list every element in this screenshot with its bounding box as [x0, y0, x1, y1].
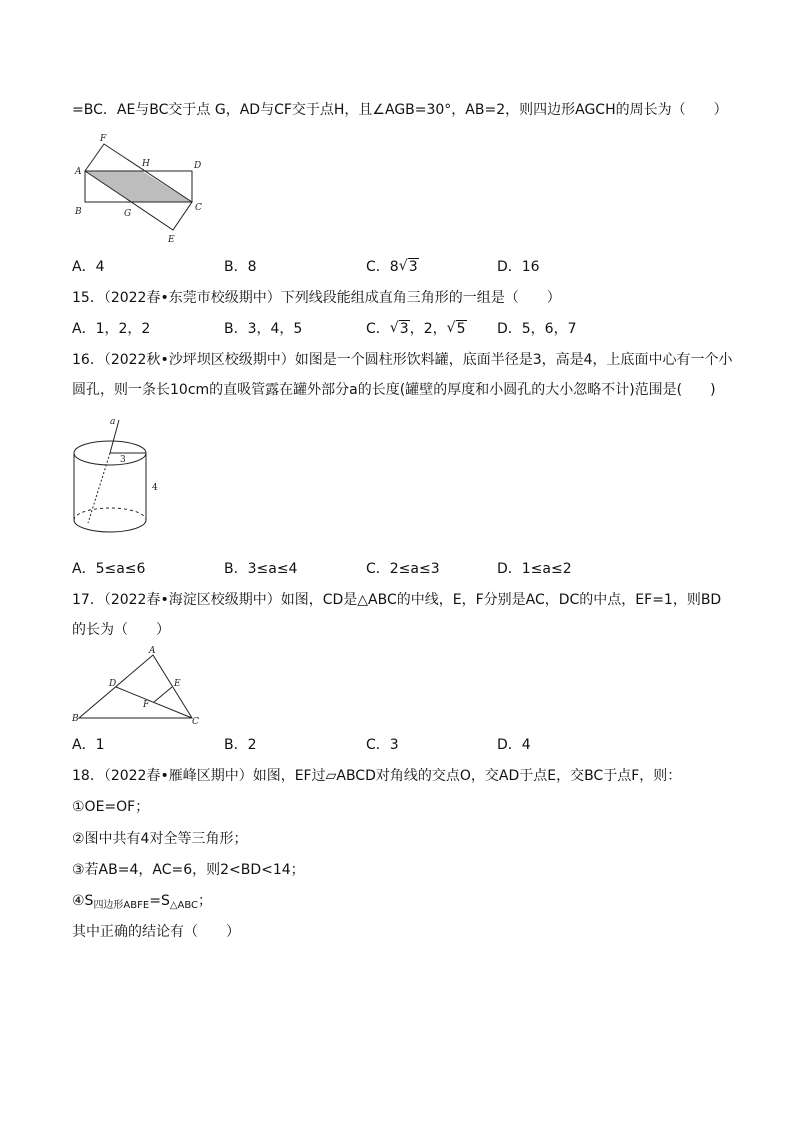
q16-option-c[interactable]: C．2≤a≤3 [366, 561, 440, 577]
q16-option-b[interactable]: B．3≤a≤4 [224, 561, 298, 577]
q14-figure [72, 130, 212, 248]
q14-label-h: H [142, 159, 150, 169]
q18-stem: 18．（2022春•雁峰区期中）如图，EF过▱ABCD对角线的交点O，交AD于点E，交BC于点F，则： [72, 768, 682, 784]
q16-bottom-back-arc [74, 508, 146, 520]
q17-segment-ef [154, 687, 172, 702]
q17-median-cd [116, 687, 192, 718]
q17-label-f: F [143, 700, 150, 710]
q16-stem-line2: 圆孔，则一条长10cm的直吸管露在罐外部分a的长度(罐壁的厚度和小圆孔的大小忽略不计)范围是( ) [72, 382, 716, 398]
q16-option-d[interactable]: D．1≤a≤2 [497, 561, 572, 577]
q17-label-c: C [192, 717, 199, 727]
q15-option-c[interactable]: C．√ 3，2，√ 5 [366, 319, 467, 339]
q14-label-f: F [100, 134, 107, 144]
q17-option-a[interactable]: A．1 [72, 737, 105, 753]
q18-item-2: ②图中共有4对全等三角形； [72, 831, 248, 847]
q16-label-height: 4 [152, 483, 158, 493]
sqrt-symbol: √ 3 [390, 319, 410, 339]
q14-label-e: E [168, 235, 175, 245]
q17-label-a: A [149, 646, 156, 656]
sqrt-symbol: √ 5 [447, 319, 467, 339]
q15-option-d[interactable]: D．5，6，7 [497, 321, 577, 337]
q15-option-b[interactable]: B．3，4，5 [224, 321, 303, 337]
q14-label-b: B [75, 207, 82, 217]
q16-label-a: a [110, 417, 116, 427]
q15-stem: 15．（2022春•东莞市校级期中）下列线段能组成直角三角形的一组是（ ） [72, 290, 561, 306]
q17-stem-line1: 17．（2022春•海淀区校级期中）如图，CD是△ABC的中线，E，F分别是AC，DC的中点，EF=1，则BD [72, 592, 722, 608]
q17-stem-line2: 的长为（ ） [72, 622, 170, 638]
q14-stem-line: =BC．AE与BC交于点 G，AD与CF交于点H，且∠AGB=30°，AB=2，则四边形AGCH的周长为（ ） [72, 102, 728, 118]
q18-item-1: ①OE=OF； [72, 799, 150, 815]
q17-option-d[interactable]: D．4 [497, 737, 531, 753]
q18-item-4: $④S_{四边形ABFE}=S_{\triangle ABC}$； [72, 893, 213, 911]
q18-closing: 其中正确的结论有（ ） [72, 924, 240, 940]
q14-option-d[interactable]: D．16 [497, 259, 540, 275]
q17-label-b: B [72, 714, 79, 724]
q14-label-d: D [194, 161, 202, 171]
q14-option-b[interactable]: B．8 [224, 259, 257, 275]
q16-label-radius: 3 [120, 455, 126, 465]
q17-option-c[interactable]: C．3 [366, 737, 399, 753]
q15-option-a[interactable]: A．1，2，2 [72, 321, 151, 337]
q17-triangle-figure [72, 645, 212, 730]
q16-option-a[interactable]: A．5≤a≤6 [72, 561, 146, 577]
q16-bottom-front-arc [74, 520, 146, 532]
q14-label-a: A [75, 167, 82, 177]
q16-stem-line1: 16．（2022秋•沙坪坝区校级期中）如图是一个圆柱形饮料罐，底面半径是3，高是4，上底面中心有一个小 [72, 352, 733, 368]
q14-option-a[interactable]: A．4 [72, 259, 105, 275]
q14-shaded-region [85, 171, 192, 202]
q17-label-e: E [174, 679, 181, 689]
q17-option-b[interactable]: B．2 [224, 737, 257, 753]
sqrt-symbol: √ 3 [399, 257, 419, 277]
q18-item-3: ③若AB=4，AC=6，则2<BD<14； [72, 862, 305, 878]
q16-cylinder-figure [72, 410, 182, 540]
q14-option-c[interactable]: C．8√ 3 [366, 257, 419, 277]
q14-label-c: C [195, 203, 202, 213]
q14-label-g: G [124, 209, 132, 219]
q17-label-d: D [109, 679, 117, 689]
